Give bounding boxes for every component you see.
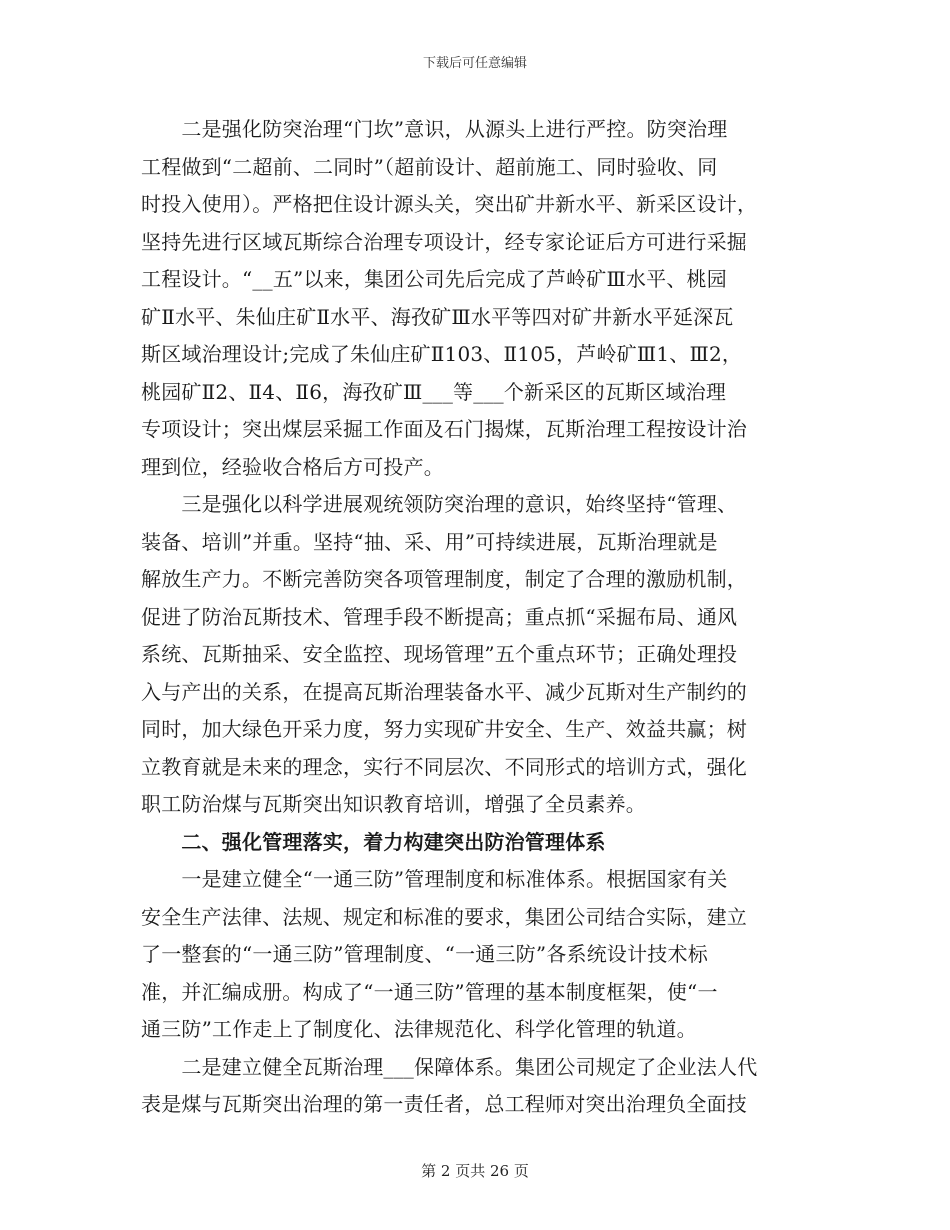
- body-line: 立教育就是未来的理念，实行不同层次、不同形式的培训方式，强化: [141, 754, 747, 779]
- body-line: 工程做到“二超前、二同时”（超前设计、超前施工、同时验收、同: [141, 154, 718, 179]
- body-line: 专项设计；突出煤层采掘工作面及石门揭煤，瓦斯治理工程按设计治: [141, 417, 747, 441]
- body-line: 二是建立健全瓦斯治理___保障体系。集团公司规定了企业法人代: [141, 1054, 758, 1079]
- body-line: 同时，加大绿色开采力度，努力实现矿井安全、生产、效益共赢；树: [141, 717, 747, 741]
- body-line: 三是强化以科学进展观统领防突治理的意识，始终坚持“管理、: [141, 492, 738, 516]
- body-line: 职工防治煤与瓦斯突出知识教育培训，增强了全员素养。: [141, 792, 646, 816]
- body-line: 入与产出的关系，在提高瓦斯治理装备水平、减少瓦斯对生产制约的: [141, 679, 747, 704]
- body-line: 安全生产法律、法规、规定和标准的要求，集团公司结合实际，建立: [141, 904, 747, 929]
- section-heading: 二、强化管理落实，着力构建突出防治管理体系: [141, 829, 606, 854]
- body-line: 解放生产力。不断完善防突各项管理制度，制定了合理的激励机制，: [141, 567, 747, 591]
- body-line: 坚持先进行区域瓦斯综合治理专项设计，经专家论证后方可进行采掘: [141, 229, 747, 254]
- body-line: 了一整套的“一通三防”管理制度、“一通三防”各系统设计技术标: [141, 942, 708, 966]
- body-line: 矿Ⅱ水平、朱仙庄矿Ⅱ水平、海孜矿Ⅲ水平等四对矿井新水平延深瓦: [141, 304, 734, 329]
- body-line: 时投入使用）。严格把住设计源头关，突出矿井新水平、新采区设计，: [141, 192, 758, 216]
- body-line: 系统、瓦斯抽采、安全监控、现场管理”五个重点环节；正确处理投: [141, 642, 738, 666]
- page-header: 下载后可任意编辑: [422, 56, 527, 71]
- body-line: 桃园矿Ⅱ2、Ⅱ4、Ⅱ6，海孜矿Ⅲ___等___个新采区的瓦斯区域治理: [141, 379, 727, 404]
- body-line: 工程设计。“__五”以来，集团公司先后完成了芦岭矿Ⅲ水平、桃园: [141, 267, 727, 291]
- body-line: 一是建立健全“一通三防”管理制度和标准体系。根据国家有关: [141, 867, 728, 891]
- body-line: 理到位，经验收合格后方可投产。: [141, 454, 444, 479]
- body-line: 通三防”工作走上了制度化、法律规范化、科学化管理的轨道。: [141, 1017, 697, 1041]
- body-line: 装备、培训”并重。坚持“抽、采、用”可持续进展，瓦斯治理就是: [141, 529, 718, 554]
- body-line: 促进了防治瓦斯技术、管理手段不断提高；重点抓“采掘布局、通风: [141, 604, 738, 629]
- body-line: 表是煤与瓦斯突出治理的第一责任者，总工程师对突出治理负全面技: [141, 1092, 747, 1116]
- page-number: 第 2 页共 26 页: [421, 1162, 529, 1180]
- document-body: [141, 111, 801, 1124]
- body-line: 二是强化防突治理“门坎”意识，从源头上进行严控。防突治理: [141, 117, 728, 141]
- body-line: 准，并汇编成册。构成了“一通三防”管理的基本制度框架，使“一: [141, 979, 718, 1004]
- body-line: 斯区域治理设计;完成了朱仙庄矿Ⅱ103、Ⅱ105，芦岭矿Ⅲ1、Ⅲ2，: [141, 342, 743, 366]
